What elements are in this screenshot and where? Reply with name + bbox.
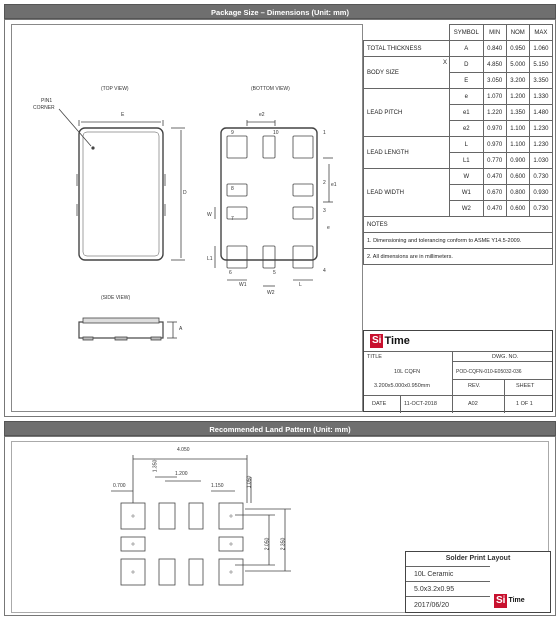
pin-number: 10 [273,130,279,136]
dim-e1-label: e1 [331,182,337,188]
sitime-logo-small: Si Time [496,594,525,606]
table-row: W1 0.670 0.800 0.930 [364,185,553,201]
pin1-label-line1: PIN1 [41,98,53,104]
table-header-row [364,25,553,41]
pin-number: 7 [231,216,234,222]
notes-header-row: NOTES [364,217,553,233]
dim-overall: 4.050 [177,447,190,453]
package-dimensions-panel [4,19,556,417]
dim-L-label: L [299,282,302,288]
solder-line3: 2017/06/20 [406,596,490,614]
dim-D-label: D [183,190,187,196]
bottom-view-label: (BOTTOM VIEW) [251,86,290,92]
date-value: 11-OCT-2018 [404,401,437,407]
axis-label: X [442,60,447,66]
dim-L1-label: L1 [207,256,213,262]
dwg-no: POD-CQFN-010-E05032-036 [456,369,522,375]
table-row: e2 0.970 1.100 1.230 [364,121,553,137]
dim-left-pad: 0.700 [113,483,126,489]
dim-v1: 2.050 [264,537,271,551]
land-pattern-header: Recommended Land Pattern (Unit: mm) [4,421,556,436]
dim-p1: 1.350 [152,459,159,473]
pin-number: 8 [231,186,234,192]
dim-right-pad: 1.150 [211,483,224,489]
table-row: W2 0.470 0.600 0.730 [364,201,553,217]
table-row: E 3.050 3.200 3.350 [364,73,553,89]
dim-W2-label: W2 [267,290,275,296]
table-row: LEAD WIDTH W 0.470 0.600 0.730 [364,169,553,185]
bottom-view-body [221,128,317,260]
rev-value: A02 [468,401,478,407]
note-row: 1. Dimensioning and tolerancing conform to ASME Y14.5-2009. [364,233,553,249]
pin-number: 4 [323,268,326,274]
pin-number: 1 [323,130,326,136]
sheet-label: SHEET [516,383,535,389]
table-row: TOTAL THICKNESS A 0.840 0.950 1.060 [364,41,553,57]
table-row: LEAD PITCH e 1.070 1.200 1.330 [364,89,553,105]
dim-v2: 2.350 [280,537,287,551]
note-row: 2. All dimensions are in millimeters. [364,249,553,265]
pin-number: 9 [231,130,234,136]
dwg-no-label: DWG. NO. [492,354,519,360]
pin-number: 6 [229,270,232,276]
pin-number: 2 [323,180,326,186]
rev-label: REV. [468,383,481,389]
table-row: LEAD LENGTH L 0.970 1.100 1.230 [364,137,553,153]
pin-number: 3 [323,208,326,214]
solder-line2: 5.0x3.2x0.95 [406,581,490,597]
col-header: MIN [483,25,506,41]
dim-small: 1.050 [246,475,253,489]
table-row: L1 0.770 0.900 1.030 [364,153,553,169]
pin-number: 5 [273,270,276,276]
package-dimensions-header: Package Size – Dimensions (Unit: mm) [4,4,556,19]
title-label: TITLE [367,354,382,360]
land-pattern-panel [4,436,556,616]
dim-A-label: A [179,326,183,332]
table-row: e1 1.220 1.350 1.480 [364,105,553,121]
col-header: MAX [529,25,552,41]
side-view-label: (SIDE VIEW) [101,295,131,301]
solder-line1: 10L Ceramic [406,566,490,582]
dim-W-label: W [207,212,212,218]
dim-E-label: E [121,112,125,118]
title-line1: 10L CQFN [394,369,421,375]
dim-e2-label: e2 [259,112,265,118]
row-label: BODY SIZE [367,69,399,76]
dim-W1-label: W1 [239,282,247,288]
dim-e-label: e [327,225,330,231]
table-row: BODY SIZE X D 4.850 5.000 5.150 [364,57,553,73]
date-label: DATE [372,401,387,407]
title-block [363,330,553,412]
dimension-table [363,24,553,265]
col-header: NOM [506,25,529,41]
sheet-value: 1 OF 1 [516,401,533,407]
side-view-body [79,322,163,338]
col-header: SYMBOL [450,25,484,41]
dim-p2: 1.200 [175,471,188,477]
pin1-label-line2: CORNER [33,105,55,111]
title-line2: 3.200x5.000x0.950mm [374,383,430,389]
top-view-label: (TOP VIEW) [101,86,129,92]
solder-title: Solder Print Layout [445,555,511,562]
sitime-logo: Si Time [372,335,410,347]
solder-print-block [405,551,551,613]
package-drawing [11,24,363,412]
